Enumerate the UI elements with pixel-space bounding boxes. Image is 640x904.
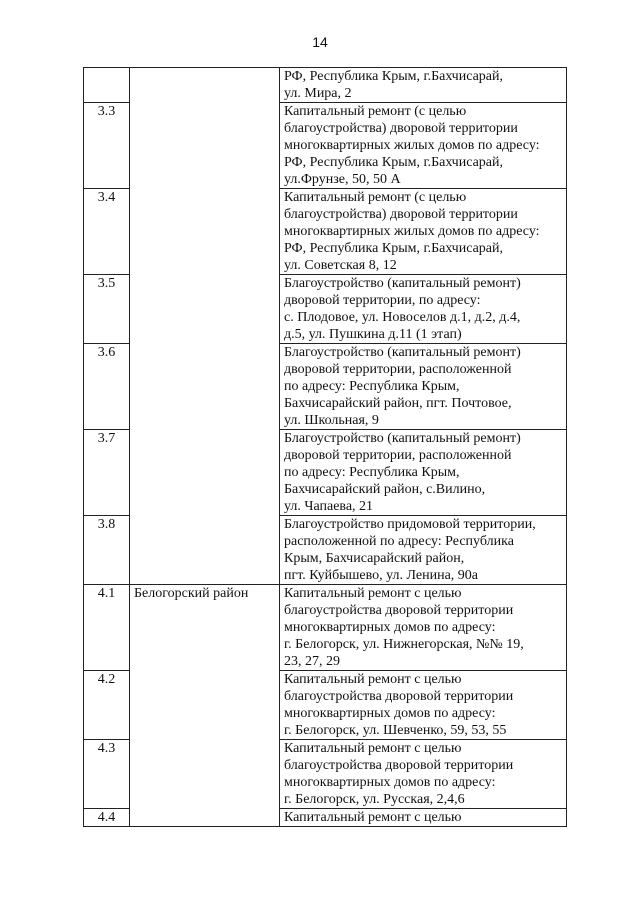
description-line: Бахчисарайский район, с.Вилино, [284, 482, 486, 497]
description-line: г. Белогорск, ул. Русская, 2,4,6 [284, 792, 465, 807]
description-line: по адресу: Республика Крым, [284, 379, 460, 394]
description-line: Благоустройство придомовой территории, [284, 517, 536, 532]
description-line: Крым, Бахчисарайский район, [284, 551, 465, 566]
row-number: 3.5 [84, 275, 130, 344]
work-description [280, 103, 567, 189]
table-row [84, 430, 567, 516]
description-line: благоустройства дворовой территории [284, 689, 514, 704]
row-number: 3.6 [84, 344, 130, 430]
row-number: 4.4 [84, 809, 130, 827]
description-line: Капитальный ремонт с целью [284, 741, 462, 756]
work-description [280, 740, 567, 809]
table-body [84, 68, 567, 827]
district-cell [130, 809, 280, 827]
district-cell [130, 103, 280, 189]
table-row [84, 189, 567, 275]
table-row [84, 516, 567, 585]
description-line: благоустройства) дворовой территории [284, 121, 518, 136]
row-number: 4.1 [84, 585, 130, 671]
description-line: РФ, Республика Крым, г.Бахчисарай, [284, 155, 504, 170]
description-line: пгт. Куйбышево, ул. Ленина, 90а [284, 568, 479, 583]
description-line: ул. Чапаева, 21 [284, 499, 374, 514]
work-description [280, 516, 567, 585]
description-line: дворовой территории, по адресу: [284, 293, 481, 308]
description-line: многоквартирных домов по адресу: [284, 706, 496, 721]
table-row [84, 103, 567, 189]
description-line: Капитальный ремонт с целью [284, 672, 462, 687]
description-line: многоквартирных домов по адресу: [284, 775, 496, 790]
table-row [84, 68, 567, 103]
description-line: благоустройства) дворовой территории [284, 207, 518, 222]
work-description [280, 189, 567, 275]
description-line: по адресу: Республика Крым, [284, 465, 460, 480]
description-line: ул. Советская 8, 12 [284, 258, 397, 273]
description-line: ул. Мира, 2 [284, 86, 352, 101]
description-line: многоквартирных жилых домов по адресу: [284, 224, 540, 239]
table-row [84, 275, 567, 344]
description-line: расположенной по адресу: Республика [284, 534, 514, 549]
description-line: многоквартирных домов по адресу: [284, 620, 496, 635]
table-row [84, 671, 567, 740]
works-table [83, 67, 567, 827]
description-line: РФ, Республика Крым, г.Бахчисарай, [284, 241, 504, 256]
description-line: Благоустройство (капитальный ремонт) [284, 431, 521, 446]
district-cell: Белогорский район [130, 585, 280, 671]
district-cell [130, 430, 280, 516]
description-line: д.5, ул. Пушкина д.11 (1 этап) [284, 327, 462, 342]
work-description [280, 344, 567, 430]
description-line: г. Белогорск, ул. Нижнегорская, №№ 19, [284, 637, 524, 652]
work-description [280, 275, 567, 344]
row-number: 3.4 [84, 189, 130, 275]
table-row [84, 344, 567, 430]
description-line: Капитальный ремонт (с целью [284, 190, 467, 205]
description-line: РФ, Республика Крым, г.Бахчисарай, [284, 69, 504, 84]
row-number: 4.2 [84, 671, 130, 740]
description-line: Благоустройство (капитальный ремонт) [284, 345, 521, 360]
row-number: 3.7 [84, 430, 130, 516]
row-number [84, 68, 130, 103]
district-cell [130, 68, 280, 103]
row-number: 3.8 [84, 516, 130, 585]
description-line: дворовой территории, расположенной [284, 362, 512, 377]
table-row [84, 585, 567, 671]
page-number: 14 [312, 34, 328, 50]
description-line: Капитальный ремонт с целью [284, 586, 462, 601]
description-line: Бахчисарайский район, пгт. Почтовое, [284, 396, 512, 411]
work-description [280, 585, 567, 671]
work-description [280, 430, 567, 516]
description-line: многоквартирных жилых домов по адресу: [284, 138, 540, 153]
row-number: 3.3 [84, 103, 130, 189]
description-line: благоустройства дворовой территории [284, 603, 514, 618]
description-line: дворовой территории, расположенной [284, 448, 512, 463]
description-line: г. Белогорск, ул. Шевченко, 59, 53, 55 [284, 723, 507, 738]
district-cell [130, 671, 280, 740]
row-number: 4.3 [84, 740, 130, 809]
description-line: с. Плодовое, ул. Новоселов д.1, д.2, д.4, [284, 310, 521, 325]
district-cell [130, 516, 280, 585]
description-line: 23, 27, 29 [284, 654, 340, 669]
district-cell [130, 189, 280, 275]
table-row [84, 740, 567, 809]
description-line: Капитальный ремонт (с целью [284, 104, 467, 119]
district-cell [130, 740, 280, 809]
description-line: ул. Школьная, 9 [284, 413, 379, 428]
description-line: Благоустройство (капитальный ремонт) [284, 276, 521, 291]
description-line: благоустройства дворовой территории [284, 758, 514, 773]
table-row [84, 809, 567, 827]
work-description [280, 68, 567, 103]
district-cell [130, 275, 280, 344]
work-description [280, 809, 567, 827]
description-line: ул.Фрунзе, 50, 50 А [284, 172, 401, 187]
district-cell [130, 344, 280, 430]
work-description [280, 671, 567, 740]
description-line: Капитальный ремонт с целью [284, 810, 462, 825]
